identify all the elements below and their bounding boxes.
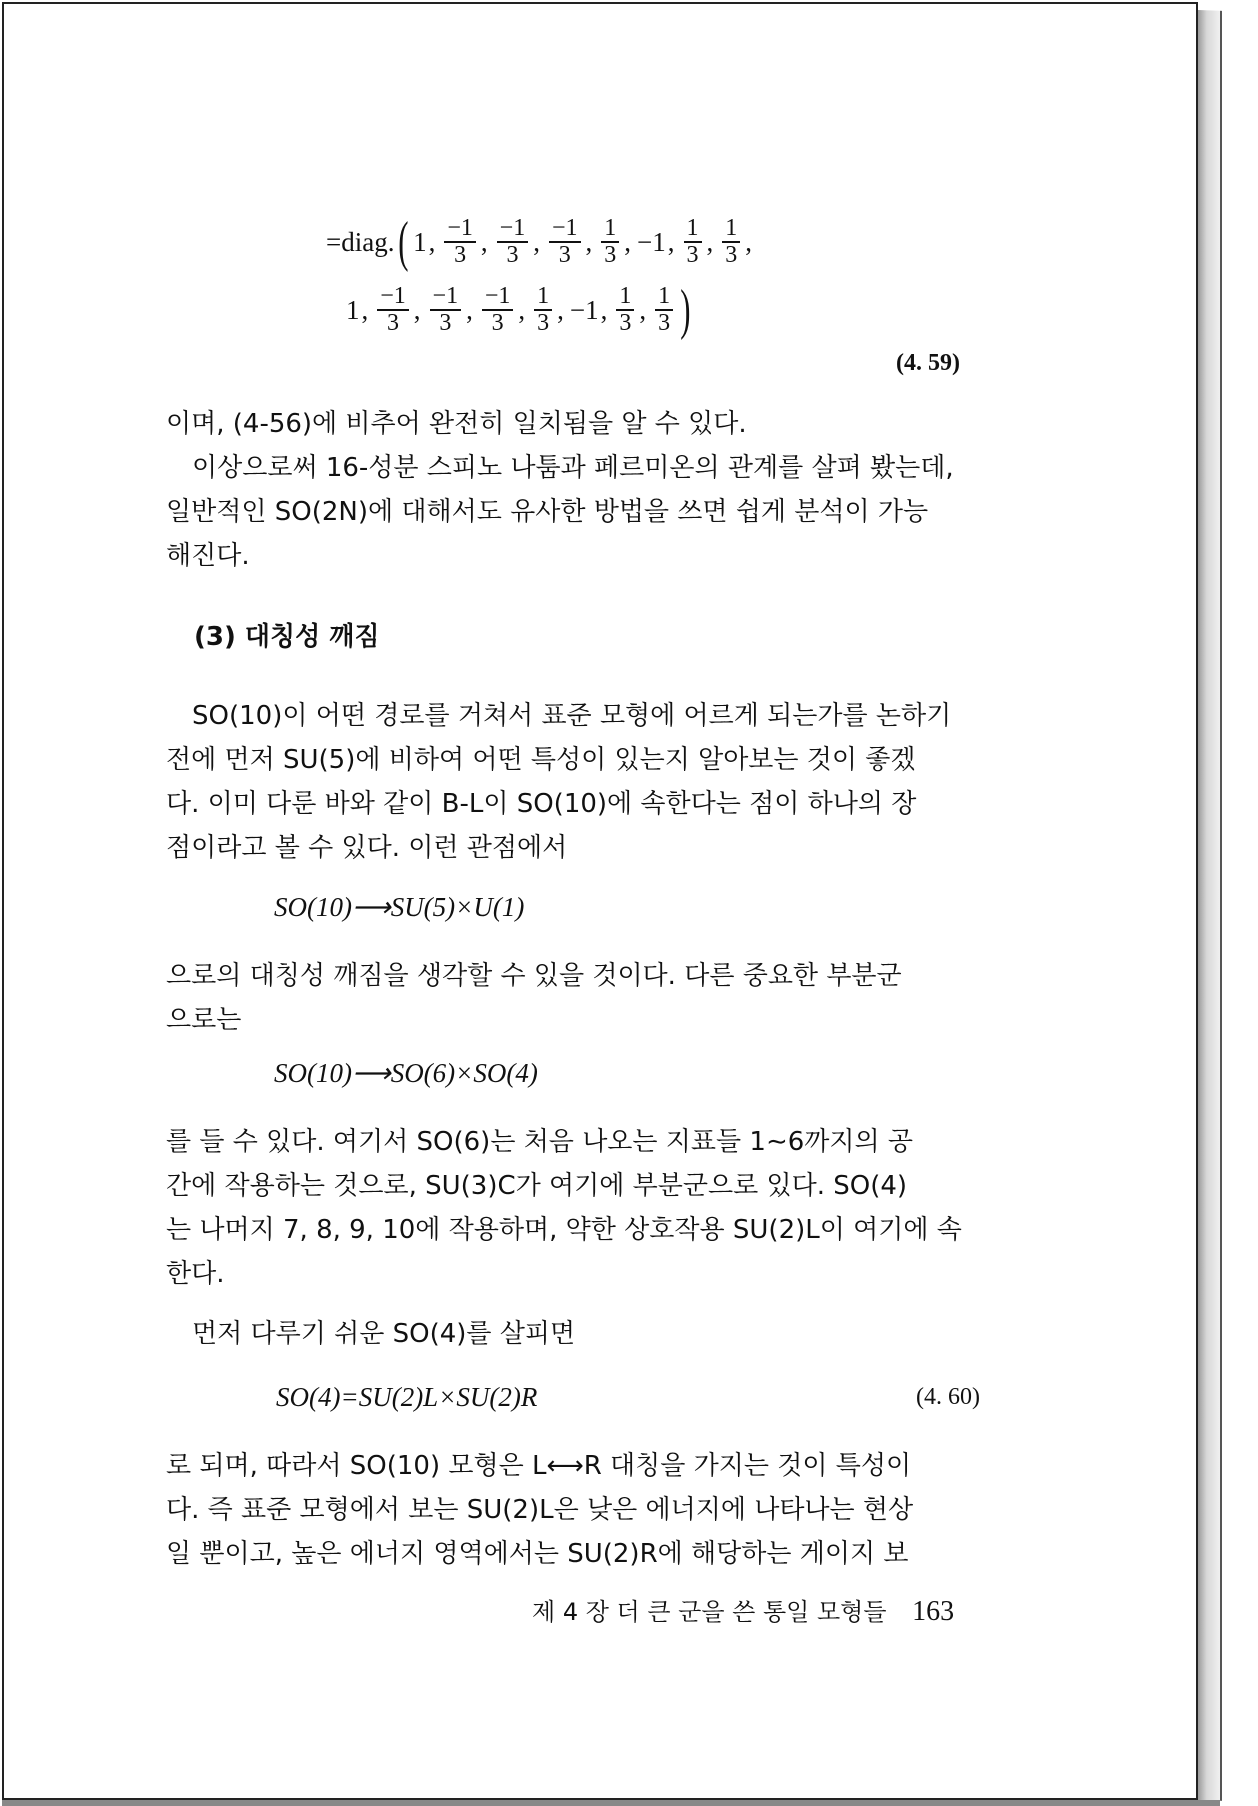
denominator: 3 [439,310,452,336]
open-paren: ( [398,211,409,273]
text-line: 다. 즉 표준 모형에서 보는 SU(2)L은 낮은 에너지에 나타나는 현상 [166,1495,914,1525]
text-line: 일반적인 SO(2N)에 대해서도 유사한 방법을 쓰면 쉽게 분석이 가능 [166,497,929,527]
numerator: 1 [684,216,702,243]
comma: , [667,226,675,257]
matrix-entry: −1 [569,294,599,325]
fraction [497,216,529,268]
matrix-entry: 1 [346,294,360,325]
text-line: 으로는 [166,1005,242,1035]
matrix-entry: 1 [413,226,427,257]
text-line: 점이라고 볼 수 있다. 이런 관점에서 [166,833,568,863]
comma: , [639,294,647,325]
denominator: 3 [619,310,632,336]
text-line: 일 뿐이고, 높은 에너지 영역에서는 SU(2)R에 해당하는 게이지 보 [166,1539,909,1569]
comma: , [361,294,369,325]
numerator: 1 [655,284,673,311]
numerator: 1 [616,284,634,311]
denominator: 3 [506,242,519,268]
display-formula-2: SO(10)⟶SO(6)×SO(4) [274,1058,538,1088]
comma: , [428,226,436,257]
numerator: −1 [549,216,581,243]
fraction [430,284,462,336]
text-line: 로 되며, 따라서 SO(10) 모형은 L⟷R 대칭을 가지는 것이 특성이 [166,1451,912,1481]
comma: , [600,294,608,325]
text-line: 이상으로써 16-성분 스피노 나툼과 페르미온의 관계를 살펴 봤는데, [166,453,954,483]
equation-number-4-60: (4. 60) [916,1384,980,1410]
text-line: 먼저 다루기 쉬운 SO(4)를 살피면 [166,1319,576,1349]
text-line: 간에 작용하는 것으로, SU(3)C가 여기에 부분군으로 있다. SO(4) [166,1171,908,1201]
fraction [655,284,673,336]
denominator: 3 [604,242,617,268]
text-line: 해진다. [166,541,250,571]
text-line: 으로의 대칭성 깨짐을 생각할 수 있을 것이다. 다른 중요한 부분군 [166,961,902,991]
text-line: 다. 이미 다룬 바와 같이 B-L이 SO(10)에 속한다는 점이 하나의 장 [166,789,917,819]
text-line: 는 나머지 7, 8, 9, 10에 작용하며, 약한 상호작용 SU(2)L이 여기에 속 [166,1215,962,1245]
numerator: −1 [497,216,529,243]
equation-row-2 [346,279,695,341]
comma: , [413,294,421,325]
comma: , [557,294,564,325]
fraction [722,216,740,268]
denominator: 3 [454,242,467,268]
denominator: 3 [558,242,571,268]
diag-prefix: =diag. [326,226,395,257]
paragraph-3 [166,954,1016,1042]
fraction [616,284,634,336]
comma: , [745,226,752,257]
comma: , [533,226,540,257]
text-line: SO(10)이 어떤 경로를 거쳐서 표준 모형에 어르게 되는가를 논하기 [166,701,952,731]
comma: , [624,226,632,257]
page-bottom-shadow [2,1800,1220,1806]
text-line: 이며, (4-56)에 비추어 완전히 일치됨을 알 수 있다. [166,409,747,439]
numerator: 1 [601,216,619,243]
running-footer [532,1592,954,1628]
denominator: 3 [725,242,738,268]
matrix-entry: −1 [637,226,666,257]
comma: , [706,226,714,257]
paragraph-1 [166,402,1016,578]
close-paren: ) [680,279,691,341]
equation-row-1 [326,211,758,273]
denominator: 3 [387,310,400,336]
equation-number-4-59: (4. 59) [896,350,960,376]
numerator: 1 [534,284,552,311]
paragraph-4 [166,1120,1016,1296]
denominator: 3 [658,310,671,336]
book-page [2,2,1198,1800]
fraction [534,284,552,336]
paragraph-5 [166,1312,1016,1356]
numerator: −1 [444,216,476,243]
fraction [601,216,619,268]
fraction [482,284,514,336]
paragraph-6 [166,1444,1016,1576]
numerator: −1 [482,284,514,311]
comma: , [518,294,526,325]
numerator: −1 [430,284,462,311]
display-formula-3: SO(4)=SU(2)L×SU(2)R [276,1382,538,1412]
display-formula-1: SO(10)⟶SU(5)×U(1) [274,892,525,922]
fraction [444,216,476,268]
text-line: 한다. [166,1259,225,1289]
numerator: 1 [722,216,740,243]
comma: , [585,226,593,257]
fraction [377,284,409,336]
fraction [549,216,581,268]
page-edge-shadow [1198,10,1222,1801]
text-line: 를 들 수 있다. 여기서 SO(6)는 처음 나오는 지표들 1∼6까지의 공 [166,1127,914,1157]
denominator: 3 [491,310,504,336]
comma: , [480,226,488,257]
chapter-title: 제 4 장 더 큰 군을 쓴 통일 모형들 [532,1598,887,1626]
page-number: 163 [912,1596,955,1627]
comma: , [466,294,473,325]
text-line: 전에 먼저 SU(5)에 비하여 어떤 특성이 있는지 알아보는 것이 좋겠 [166,745,916,775]
fraction [684,216,702,268]
numerator: −1 [377,284,409,311]
paragraph-2 [166,694,1016,870]
denominator: 3 [686,242,699,268]
denominator: 3 [537,310,550,336]
section-heading: (3) 대칭성 깨짐 [194,622,380,652]
